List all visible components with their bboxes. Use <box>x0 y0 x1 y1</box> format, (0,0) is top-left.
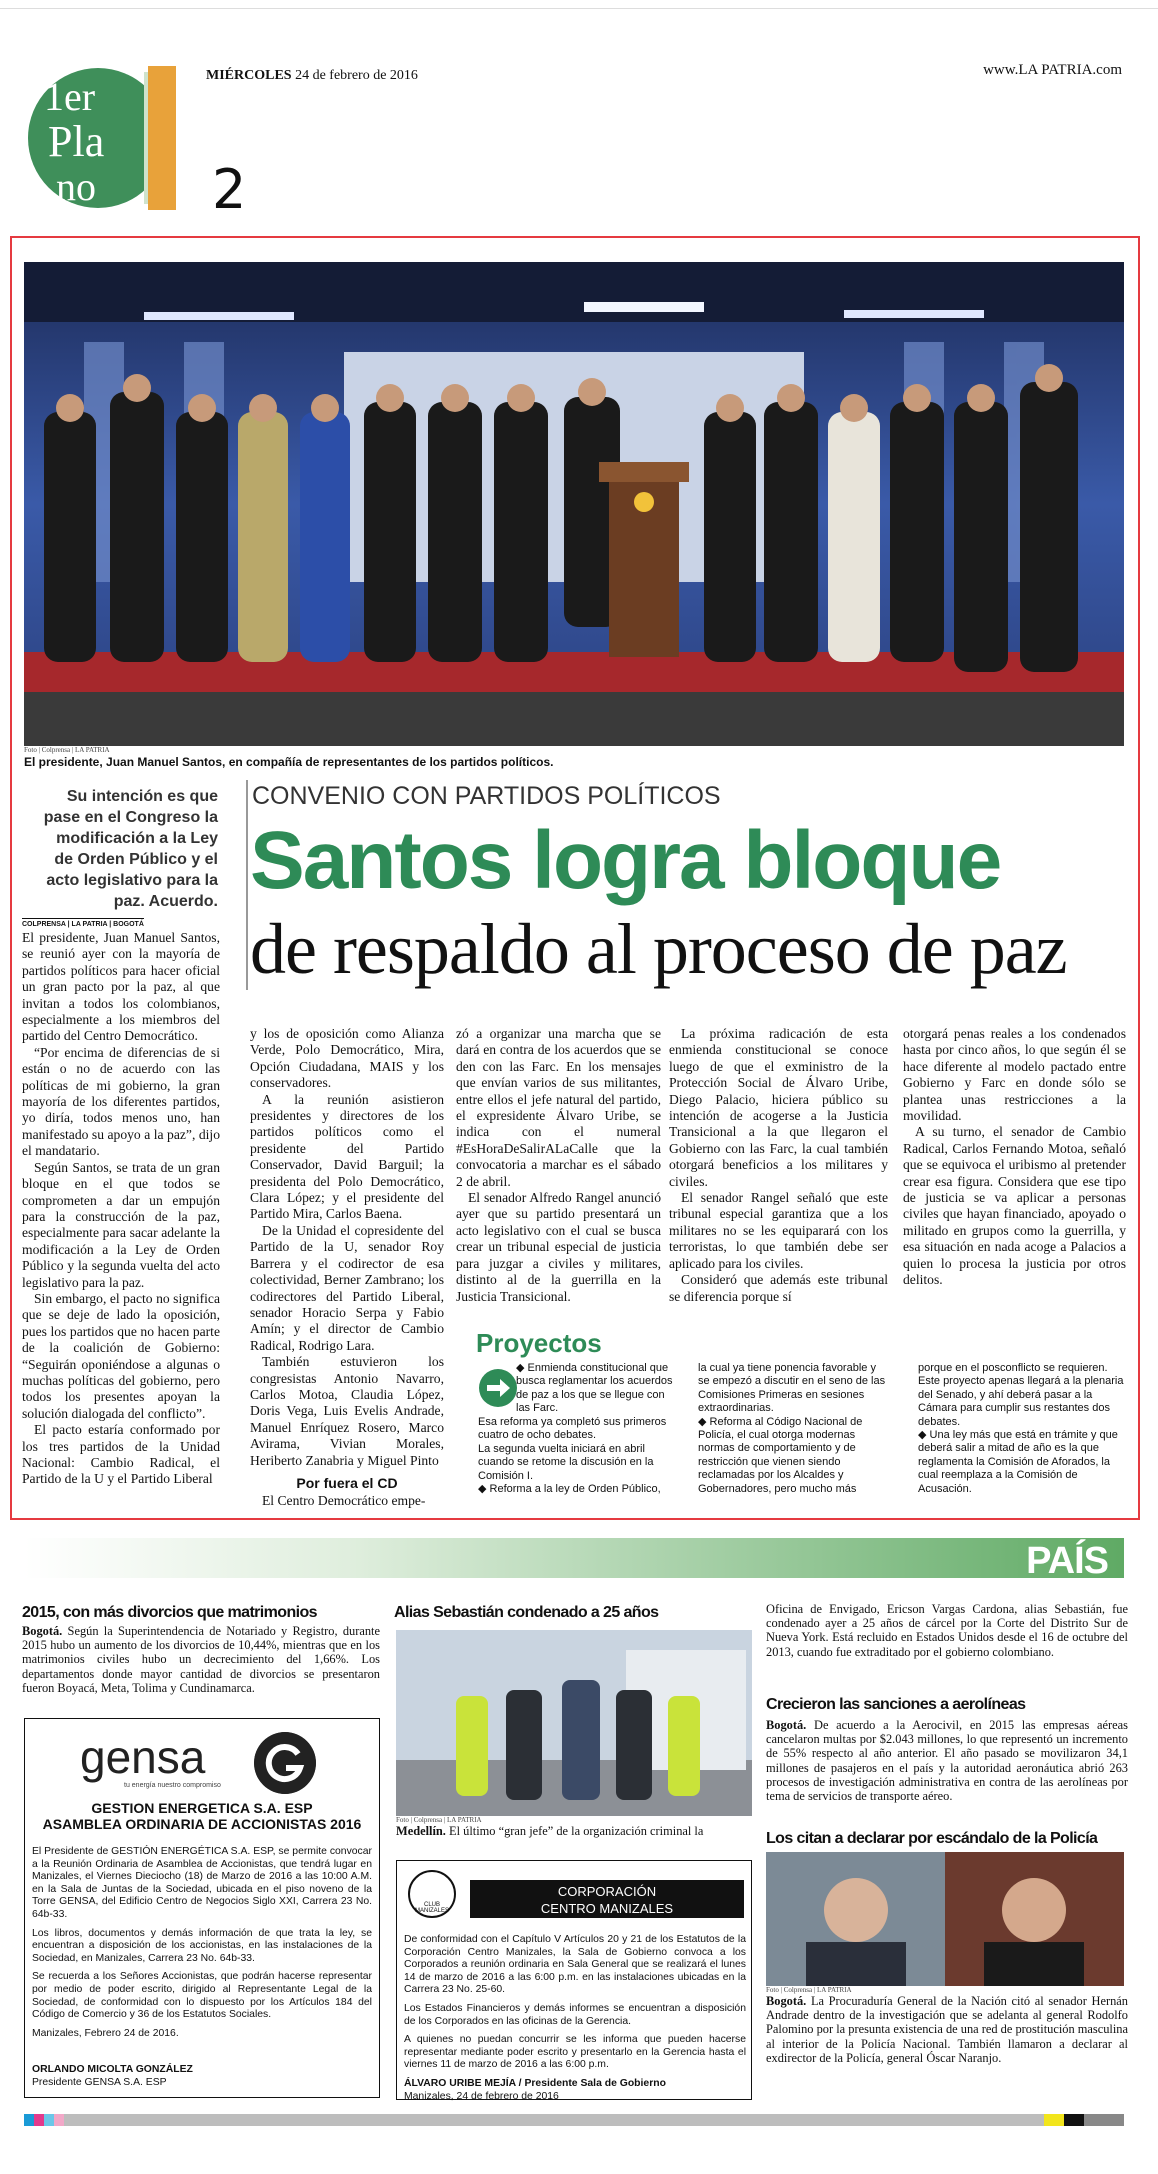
dateline: Bogotá. <box>766 1718 807 1732</box>
gensa-subtitle: ASAMBLEA ORDINARIA DE ACCIONISTAS 2016 <box>42 1816 362 1832</box>
pais-section-label: PAÍS <box>1026 1540 1108 1582</box>
byline: COLPRENSA | LA PATRIA | BOGOTÁ <box>22 918 144 928</box>
signer-role: Presidente GENSA S.A. ESP <box>32 2076 167 2088</box>
article-column-5 <box>903 1026 1126 1289</box>
paragraph: otorgará penas reales a los condenados hasta por cinco años, lo que según él se hace diferente al modelo pactado entre Gobierno y Farc en donde sólo se plantea unas restricciones a la movilidad. <box>903 1026 1126 1124</box>
ad-paragraph: A quienes no puedan concurrir se les informa que pueden hacerse representar mediante poder escrito y presentarlo en la Gerencia hasta el viernes 11 de marzo de 2016 a las 6:00 p.m. <box>404 2034 746 2071</box>
date-rest: 24 de febrero de 2016 <box>295 68 418 83</box>
brief-body: El último “gran jefe” de la organización criminal la <box>449 1824 704 1838</box>
headline-main: Santos logra bloque <box>250 815 1001 906</box>
paragraph: Según Santos, se trata de un gran bloque en el que todos se comprometen a dar un empujón para la construcción de la paz, especialmente para sacar adelante la modificación a la Ley de Orden Público y la segunda vuelta del acto legislativo para la paz. <box>22 1159 220 1290</box>
subhead: Por fuera el CD <box>296 1474 398 1491</box>
ad-paragraph: Se recuerda a los Señores Accionistas, que podrán hacerse representar por medio de poder escrito, dirigido al Representante Legal de la Sociedad, de conformidad con lo dispuesto por los Artículos 184 del Código de Comercio y 36 de los Estatutos Sociales. <box>32 1971 372 2021</box>
gensa-tagline: tu energía nuestro compromiso <box>124 1782 221 1789</box>
proyectos-column-1 <box>516 1362 678 1416</box>
alias-photo <box>396 1630 752 1816</box>
signer-name: ÁLVARO URIBE MEJÍA / Presidente Sala de Gobierno <box>404 2077 666 2089</box>
color-registration-strip <box>24 2114 1124 2126</box>
brief-headline-alias: Alias Sebastián condenado a 25 años <box>394 1604 659 1621</box>
paragraph: El senador Rangel señaló que este tribunal especial garantiza que a los militares no se les equiparará con los terroristas, lo que también debe ser aplicado para los civiles. <box>669 1190 888 1271</box>
brief-text-sanciones <box>766 1718 1128 1803</box>
club-logo-icon <box>408 1870 456 1918</box>
brief-headline-policia: Los citan a declarar por escándalo de la Policía <box>766 1830 1098 1847</box>
proyectos-item: ◆ Reforma a la ley de Orden Público, <box>478 1483 661 1496</box>
policia-photo <box>766 1852 1124 1986</box>
brief-headline-sanciones: Crecieron las sanciones a aerolíneas <box>766 1696 1026 1713</box>
top-rule <box>0 0 1158 9</box>
paragraph: También estuvieron los congresistas Antonio Navarro, Carlos Motoa, Claudia López, Doris Vega, Luis Evelis Andrade, Manuel Enríquez Rosero, Marco Avirama, Vivian Morales, Heriberto Zanabria y Miguel Pinto <box>250 1354 444 1468</box>
paragraph: A su turno, el senador de Cambio Radical, Carlos Fernando Motoa, señaló que se equivoca el uribismo al pretender crear esa figura. Considera que ese tipo de justicia se va aplicar a personas civiles que hayan financiado, apoyado o militado en grupos como la guerrilla, y esa situación en nada acoge a Palacios a quien lo procesa la justicia por otros delitos. <box>903 1124 1126 1288</box>
ad-signature <box>404 2078 746 2103</box>
section-logo-line-2: Pla <box>48 117 105 166</box>
photo-credit: Foto | Colprensa | LA PATRIA <box>766 1986 852 1994</box>
ad-paragraph: De conformidad con el Capítulo V Artículos 20 y 21 de los Estatutos de la Corporación Centro Manizales, la Sala de Gobierno convoca a los Corporados a reunión ordinaria en Sala General que se realizará el lunes 14 de marzo de 2016 a las 6:00 p.m. en las instalaciones ubicadas en la Carrera 23 No. 25-60. <box>404 1934 746 1996</box>
corp-title-line-1: CORPORACIÓN <box>557 1884 657 1899</box>
brief-text-sebastian: Oficina de Envigado, Ericson Vargas Cardona, alias Sebastián, fue condenado ayer a 25 años de cárcel por la Corte del Distrito Sur de Nueva York. Está recluido en Estados Unidos desde el 16 de octubre del 2013, cuando fue extraditado por el gobierno colombiano. <box>766 1602 1128 1659</box>
kicker-divider <box>246 780 248 990</box>
paragraph: zó a organizar una marcha que se dará en contra de los acuerdos que se den con las Farc. En los mensajes que envían varios de sus militantes, entre ellos el jefe natural del partido, el expresidente Álvaro Uribe, se indica con el numeral #EsHoraDeSalirALaCalle que la convocatoria a marchar es el sábado 2 de abril. <box>456 1026 661 1189</box>
ad-paragraph: Los libros, documentos y demás información de que trata la ley, se encuentran a disposición de los accionistas, en las instalaciones de la Sociedad, en Manizales, Carrera 23 No. 64b-33. <box>32 1927 372 1964</box>
brief-headline-divorcios: 2015, con más divorcios que matrimonios <box>22 1604 317 1621</box>
brief-text-policia <box>766 1994 1128 2065</box>
proyectos-item: porque en el posconflicto se requieren. Este proyecto apenas llegará a la plenaria del Senado, y ahí deberá pasar a la Cámara para cumplir sus restantes dos debates. <box>918 1362 1124 1428</box>
ad-date: Manizales, 24 de febrero de 2016 <box>404 2090 559 2102</box>
paragraph: El pacto estaría conformado por los tres partidos de la Unidad Nacional: Cambio Radical, el Partido de la U y el Partido Liberal <box>22 1422 220 1487</box>
proyectos-column-3 <box>918 1362 1128 1496</box>
article-column-3 <box>456 1026 661 1305</box>
corp-ad-body <box>404 1934 746 2103</box>
proyectos-item: ◆ Reforma al Código Nacional de Policía, el cual otorga modernas normas de comportamiento y de restricción que vienen siendo reclamadas por los Alcaldes y Gobernadores, pero mucho más <box>698 1415 863 1495</box>
brief-body: La Procuraduría General de la Nación citó al senador Hernán Andrade dentro de la investigación que se adelanta al general Rodolfo Palomino por la presunta existencia de una red de prostitución masculina al interior de la Policía Nacional. También llamaron a declarar al exdirector de la Policía, general Óscar Naranjo. <box>766 1994 1128 2065</box>
proyectos-item: ◆ Enmienda constitucional que busca reglamentar los acuerdos de paz a los que se llegue con las Farc. <box>516 1362 673 1415</box>
proyectos-item: la cual ya tiene ponencia favorable y se empezó a discutir en el seno de las Comisiones Primeras en sesiones extraordinarias. <box>698 1362 886 1415</box>
proyectos-column-1-cont <box>478 1416 678 1496</box>
ad-paragraph: El Presidente de GESTIÓN ENERGÉTICA S.A. ESP, se permite convocar a la Reunión Ordinaria de Asamblea de Accionistas, que tendrá lugar en Manizales, el Viernes Dieciocho (18) de Marzo de 2016 a las 10:00 A.M. en la Sala de Juntas de la Sociedad, ubicada en el piso noveno de la Torre GENSA, del Edificio Centro de Negocios Siglo XXI, Carrera 23 No. 64b-33. <box>32 1846 372 1920</box>
proyectos-item: Esa reforma ya completó sus primeros cuatro de ocho debates. <box>478 1416 667 1442</box>
photo-caption: El presidente, Juan Manuel Santos, en compañía de representantes de los partidos políticos. <box>24 755 554 769</box>
corp-title <box>470 1880 744 1918</box>
proyectos-item: ◆ Una ley más que está en trámite y que deberá salir a mitad de año es la que reglamenta la Comisión de Aforados, la cual reemplaza a la Comisión de Acusación. <box>918 1429 1118 1495</box>
paragraph: El senador Alfredo Rangel anunció ayer que su partido presentará un acto legislativo con el cual se busca crear un tribunal especial de justicia para juzgar a civiles y militares, distinto al de la guerrilla en la Justicia Transicional. <box>456 1190 661 1304</box>
gensa-logo: gensa <box>80 1731 206 1783</box>
section-logo-line-3: no <box>56 164 96 209</box>
site-url[interactable]: www.LA PATRIA.com <box>983 62 1122 78</box>
date-line <box>206 68 418 84</box>
date-day: MIÉRCOLES <box>206 68 292 83</box>
pais-section-band <box>24 1538 1124 1578</box>
signer-name: ORLANDO MICOLTA GONZÁLEZ <box>32 2064 193 2075</box>
kicker: CONVENIO CON PARTIDOS POLÍTICOS <box>252 782 721 810</box>
club-logo-text: CLUB MANIZALES <box>414 1902 449 1914</box>
photo-credit: Foto | Colprensa | LA PATRIA <box>24 746 110 754</box>
headline-secondary: de respaldo al proceso de paz <box>250 909 1067 989</box>
paragraph: La próxima radicación de esta enmienda constitucional se conoce luego de que el exministro de la Protección Social de Álvaro Uribe, Diego Palacio, hiciera público su intención de acogerse a la Justicia Transicional a la que llegaron el Gobierno con las Farc, la cual también otorgará beneficios a los militares y civiles. <box>669 1026 888 1189</box>
brief-text-divorcios <box>22 1624 380 1695</box>
proyectos-column-2 <box>698 1362 890 1496</box>
proyectos-title: Proyectos <box>476 1328 602 1358</box>
gensa-signature <box>32 2064 193 2089</box>
dateline: Bogotá. <box>766 1994 807 2008</box>
paragraph: El Centro Democrático empe- <box>262 1493 426 1509</box>
paragraph: “Por encima de diferencias de si están o no de acuerdo con las políticas de mi gobierno, la gran mayoría de los diferentes partidos, yo diría, todos menos uno, han manifestado su apoyo a la paz”, dijo el mandatario. <box>22 1044 220 1159</box>
paragraph: A la reunión asistieron presidentes y directores de los partidos políticos como el presidente del Partido Conservador, David Barguil; la presidenta del Polo Democrático, Clara López; y el presidente del Partido Mira, Carlos Baena. <box>250 1091 444 1222</box>
paragraph: Consideró que además este tribunal se diferencia porque sí <box>669 1272 888 1304</box>
article-column-2 <box>250 1026 444 1510</box>
section-logo-line-1: 1er <box>44 74 96 119</box>
section-logo <box>26 66 176 210</box>
photo-credit: Foto | Colprensa | LA PATRIA <box>396 1816 482 1824</box>
gensa-title: GESTION ENERGETICA S.A. ESP <box>91 1800 313 1816</box>
paragraph: De la Unidad el copresidente del Partido de la U, senador Roy Barrera y el codirector de esa colectividad, Berner Zambrano; los codirectores del Partido Liberal, senador Horacio Serpa y Fabio Amín; y el director de Cambio Radical, Rodrigo Lara. <box>250 1222 444 1353</box>
alias-caption <box>396 1824 756 1838</box>
article-column-4 <box>669 1026 888 1305</box>
paragraph: Sin embargo, el pacto no significa que se deje de lado la oposición, pues los partidos que no hacen parte de la coalición de Gobierno: “Seguirán oponiéndose a algunas o muchas políticas del gobierno, pero todos los presentes apoyan la solución dialogada del conflicto”. <box>22 1290 220 1421</box>
gensa-ad-body <box>32 1846 372 2046</box>
brief-body: Según la Superintendencia de Notariado y Registro, durante 2015 hubo un aumento de los divorcios de 10,44%, mientras que en los matrimonios civiles hubo un decrecimiento del 1,66%. Los departamentos donde mayor cantidad de divorcios se presentaron fueron Boyacá, Meta, Tolima y Cundinamarca. <box>22 1624 380 1695</box>
proyectos-item: La segunda vuelta iniciará en abril cuando se retome la discusión en la Comisión I. <box>478 1442 654 1482</box>
brief-body: De acuerdo a la Aerocivil, en 2015 las empresas aéreas cancelaron multas por $2.043 millones, lo que representó un incremento de 55% respecto al año anterior. El año pasado se movilizaron 34,1 millones de pasajeros en el país y la autoridad aeronáutica abrió 263 procesos de investigación administrativa en contra de las aerolíneas por tema de servicios de transporte aéreo. <box>766 1718 1128 1804</box>
gensa-g-icon <box>254 1732 316 1794</box>
feature-photo <box>24 262 1124 746</box>
arrow-right-icon <box>478 1368 518 1408</box>
dateline: Bogotá. <box>22 1624 63 1638</box>
page-number: 2 <box>212 158 247 221</box>
article-column-1 <box>22 930 220 1488</box>
ad-paragraph: Manizales, Febrero 24 de 2016. <box>32 2027 179 2039</box>
paragraph: El presidente, Juan Manuel Santos, se reunió ayer con la mayoría de partidos políticos para hacer oficial un gran pacto por la paz, al que invitan a todos los colombianos, especialmente a los miembros del partido del Centro Democrático. <box>22 930 220 1044</box>
summary: Su intención es que pase en el Congreso la modificación a la Ley de Orden Público y el acto legislativo para la paz. Acuerdo. <box>43 788 218 910</box>
dateline: Medellín. <box>396 1824 446 1838</box>
paragraph: y los de oposición como Alianza Verde, Polo Democrático, Mira, Opción Ciudadana, MAIS y los conservadores. <box>250 1026 444 1091</box>
corp-title-line-2: CENTRO MANIZALES <box>540 1901 674 1916</box>
ad-paragraph: Los Estados Financieros y demás informes se encuentran a disposición de los Corporados en las oficinas de la Gerencia. <box>404 2002 746 2027</box>
